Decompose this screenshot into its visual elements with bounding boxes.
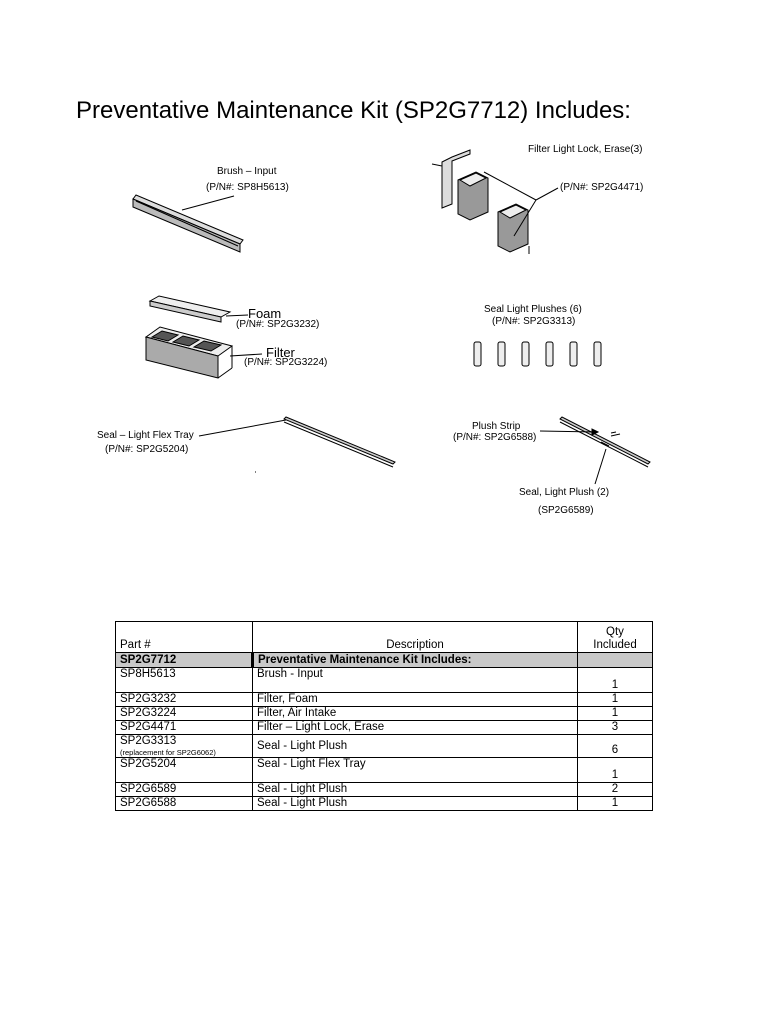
row-qty: 1	[578, 693, 653, 707]
seal-plush-part-number: (SP2G6589)	[538, 505, 594, 516]
plushes-drawing	[474, 342, 601, 366]
parts-table	[115, 621, 653, 811]
foam-label: Foam	[248, 306, 282, 321]
row-description: Seal - Light Plush	[253, 735, 578, 758]
flex-tray-drawing	[199, 417, 395, 472]
row-description: Seal - Light Flex Tray	[253, 758, 578, 783]
plush-strip-label: Plush Strip	[472, 421, 521, 432]
kit-qty	[578, 653, 653, 668]
filter-label: Filter	[266, 345, 295, 360]
table-row	[116, 721, 653, 735]
row-qty: 1	[578, 668, 653, 693]
row-description: Filter, Foam	[253, 693, 578, 707]
plushes-part-number: (P/N#: SP2G3313)	[492, 316, 576, 327]
flex-tray-part-number: (P/N#: SP2G5204)	[105, 444, 189, 455]
filter-lock-label: Filter Light Lock, Erase(3)	[528, 144, 643, 155]
row-description: Filter, Air Intake	[253, 707, 578, 721]
table-row	[116, 707, 653, 721]
filter-part-number: (P/N#: SP2G3224)	[244, 357, 328, 368]
row-part: SP2G3313	[120, 735, 177, 747]
header-part: Part #	[116, 622, 253, 653]
row-description: Seal - Light Plush	[253, 783, 578, 797]
row-part: SP2G6588	[116, 797, 253, 811]
row-qty: 6	[578, 735, 653, 758]
page-title: Preventative Maintenance Kit (SP2G7712) Includes:	[76, 97, 631, 124]
filter-lock-part-number: (P/N#: SP2G4471)	[560, 182, 644, 193]
table-row	[116, 693, 653, 707]
row-part: SP2G4471	[116, 721, 253, 735]
flex-tray-label: Seal – Light Flex Tray	[97, 430, 194, 441]
table-row	[116, 783, 653, 797]
table-row	[116, 735, 653, 758]
brush-label: Brush – Input	[217, 166, 277, 177]
kit-description: Preventative Maintenance Kit Includes:	[253, 653, 578, 668]
header-qty-line2: Included	[593, 639, 637, 651]
header-qty-line1: Qty	[606, 626, 624, 638]
table-row	[116, 797, 653, 811]
foam-part-number: (P/N#: SP2G3232)	[236, 319, 320, 330]
row-qty: 1	[578, 797, 653, 811]
brush-part-number: (P/N#: SP8H5613)	[206, 182, 289, 193]
row-qty: 1	[578, 707, 653, 721]
row-qty: 2	[578, 783, 653, 797]
plush-strip-drawing	[540, 417, 650, 484]
row-part-note: (replacement for SP2G6062)	[120, 748, 216, 757]
row-part: SP2G5204	[116, 758, 253, 783]
row-qty: 3	[578, 721, 653, 735]
kit-row	[116, 653, 653, 668]
row-description: Brush - Input	[253, 668, 578, 693]
table-header-row	[116, 622, 653, 653]
filter-lock-drawing	[432, 150, 558, 254]
table-row	[116, 668, 653, 693]
header-description: Description	[253, 622, 578, 653]
row-description: Filter – Light Lock, Erase	[253, 721, 578, 735]
row-part: SP2G6589	[116, 783, 253, 797]
row-part: SP2G3224	[116, 707, 253, 721]
brush-drawing	[133, 195, 243, 252]
row-qty: 1	[578, 758, 653, 783]
row-part-cell	[116, 735, 253, 758]
header-qty	[578, 622, 653, 653]
kit-part: SP2G7712	[116, 653, 253, 668]
table-row	[116, 758, 653, 783]
row-part: SP2G3232	[116, 693, 253, 707]
row-description: Seal - Light Plush	[253, 797, 578, 811]
plushes-label: Seal Light Plushes (6)	[484, 304, 582, 315]
seal-plush-label: Seal, Light Plush (2)	[519, 487, 610, 498]
row-part: SP8H5613	[116, 668, 253, 693]
plush-strip-part-number: (P/N#: SP2G6588)	[453, 432, 537, 443]
